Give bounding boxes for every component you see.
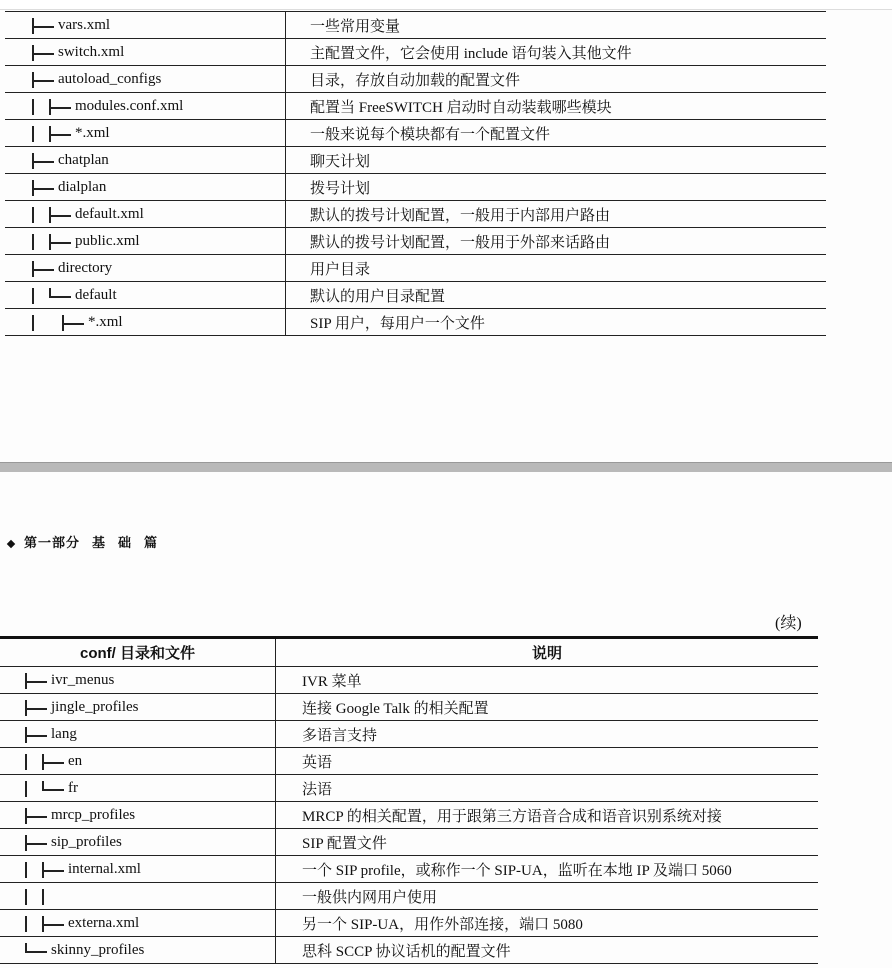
tree-connector	[5, 39, 285, 65]
table-row	[0, 721, 818, 748]
table-row	[0, 775, 818, 802]
file-name: lang	[51, 726, 77, 742]
description-cell: 默认的拨号计划配置，一般用于内部用户路由	[286, 201, 827, 228]
column-header-description: 说明	[276, 638, 819, 667]
table-row	[5, 282, 826, 309]
tree-branch-line	[32, 26, 54, 28]
tree-branch-line	[49, 242, 71, 244]
tree-guide-line	[32, 234, 34, 250]
description-cell: 主配置文件，它会使用 include 语句装入其他文件	[286, 39, 827, 66]
tree-guide-line	[32, 207, 34, 223]
file-name: public.xml	[75, 233, 140, 249]
table-row	[0, 937, 818, 964]
tree-connector	[5, 201, 285, 227]
tree-connector	[5, 66, 285, 92]
tree-connector	[0, 775, 275, 801]
file-cell	[0, 667, 276, 694]
tree-branch-line	[32, 80, 54, 82]
page-top-edge	[0, 0, 892, 10]
file-cell	[0, 748, 276, 775]
file-cell	[5, 39, 286, 66]
file-cell	[5, 201, 286, 228]
description-cell: 一个 SIP profile，或称作一个 SIP-UA，监听在本地 IP 及端口 5060	[276, 856, 819, 883]
file-cell	[0, 937, 276, 964]
description-cell: 聊天计划	[286, 147, 827, 174]
file-cell	[5, 228, 286, 255]
diamond-bullet-icon	[7, 539, 15, 547]
file-cell	[5, 120, 286, 147]
description-cell: 英语	[276, 748, 819, 775]
file-cell	[5, 255, 286, 282]
table-row	[0, 802, 818, 829]
tree-branch-line	[49, 107, 71, 109]
tree-connector	[5, 174, 285, 200]
table-row	[5, 174, 826, 201]
file-name: fr	[68, 780, 78, 796]
table-row	[5, 201, 826, 228]
tree-connector	[0, 748, 275, 774]
table-header-row	[0, 638, 818, 667]
table-row	[5, 255, 826, 282]
description-cell: 多语言支持	[276, 721, 819, 748]
file-name: sip_profiles	[51, 834, 122, 850]
file-name: jingle_profiles	[51, 699, 139, 715]
tree-branch-line	[32, 269, 54, 271]
tree-guide-line	[25, 916, 27, 932]
page-2	[0, 472, 892, 968]
file-cell	[5, 174, 286, 201]
tree-branch-line	[42, 870, 64, 872]
tree-branch-line	[32, 188, 54, 190]
file-name: switch.xml	[58, 44, 125, 60]
tree-guide-line	[32, 99, 34, 115]
description-cell: 一般来说每个模块都有一个配置文件	[286, 120, 827, 147]
description-cell: 拨号计划	[286, 174, 827, 201]
description-cell: SIP 用户，每用户一个文件	[286, 309, 827, 336]
tree-branch-line	[42, 889, 44, 905]
description-cell: 默认的用户目录配置	[286, 282, 827, 309]
table-row	[5, 147, 826, 174]
description-cell: 法语	[276, 775, 819, 802]
tree-branch-line	[42, 924, 64, 926]
table-row	[0, 829, 818, 856]
tree-branch-line	[25, 735, 47, 737]
tree-branch-line	[25, 816, 47, 818]
tree-branch-line	[49, 134, 71, 136]
description-cell: 另一个 SIP-UA，用作外部连接，端口 5080	[276, 910, 819, 937]
tree-branch-line	[62, 323, 84, 325]
table-row	[0, 883, 818, 910]
file-name: *.xml	[75, 125, 110, 141]
table-row	[0, 856, 818, 883]
tree-branch-line	[49, 215, 71, 217]
description-cell: 思科 SCCP 协议话机的配置文件	[276, 937, 819, 964]
table-row	[5, 309, 826, 336]
file-cell	[0, 883, 276, 910]
tree-guide-line	[32, 315, 34, 331]
tree-connector	[5, 147, 285, 173]
continued-label: (续)	[775, 615, 802, 632]
tree-branch-line	[25, 843, 47, 845]
tree-connector	[5, 12, 285, 38]
description-cell: IVR 菜单	[276, 667, 819, 694]
file-cell	[0, 775, 276, 802]
tree-connector	[0, 829, 275, 855]
tree-connector	[0, 694, 275, 720]
file-cell	[5, 309, 286, 336]
table-row	[5, 39, 826, 66]
tree-guide-line	[32, 126, 34, 142]
description-cell: 目录，存放自动加载的配置文件	[286, 66, 827, 93]
table-row	[5, 66, 826, 93]
file-name: vars.xml	[58, 17, 111, 33]
tree-connector	[5, 120, 285, 146]
file-name: modules.conf.xml	[75, 98, 184, 114]
description-cell: SIP 配置文件	[276, 829, 819, 856]
description-cell: 用户目录	[286, 255, 827, 282]
tree-connector	[0, 883, 275, 909]
description-cell: 一些常用变量	[286, 12, 827, 39]
tree-connector	[0, 937, 275, 963]
file-name: ivr_menus	[51, 672, 115, 688]
tree-connector	[5, 93, 285, 119]
tree-guide-line	[25, 889, 27, 905]
tree-connector	[5, 228, 285, 254]
tree-connector	[0, 721, 275, 747]
tree-connector	[5, 282, 285, 308]
tree-connector	[0, 910, 275, 936]
file-name: default	[75, 287, 117, 303]
file-name: default.xml	[75, 206, 144, 222]
tree-connector	[0, 667, 275, 693]
tree-guide-line	[25, 781, 27, 797]
table-row	[5, 120, 826, 147]
conf-directory-table-part-1	[5, 11, 826, 336]
tree-guide-line	[25, 862, 27, 878]
page-1	[0, 0, 892, 462]
tree-branch-line	[32, 53, 54, 55]
table-row	[0, 667, 818, 694]
file-cell	[5, 282, 286, 309]
file-name: internal.xml	[68, 861, 141, 877]
conf-directory-table-part-2	[0, 636, 818, 964]
tree-guide-line	[25, 754, 27, 770]
tree-branch-line	[32, 161, 54, 163]
tree-connector	[5, 255, 285, 281]
table-row	[0, 910, 818, 937]
column-header-files: conf/ 目录和文件	[0, 638, 276, 667]
table-row	[5, 228, 826, 255]
file-cell	[5, 93, 286, 120]
file-name: en	[68, 753, 83, 769]
file-name: skinny_profiles	[51, 942, 145, 958]
file-cell	[0, 829, 276, 856]
file-cell	[0, 721, 276, 748]
file-name: directory	[58, 260, 113, 276]
table-row	[0, 694, 818, 721]
tree-branch-line	[42, 762, 64, 764]
file-name: externa.xml	[68, 915, 140, 931]
running-header: 第一部分 基 础 篇	[8, 532, 170, 551]
table-row	[5, 93, 826, 120]
tree-connector	[0, 802, 275, 828]
tree-guide-line	[32, 288, 34, 304]
description-cell: 连接 Google Talk 的相关配置	[276, 694, 819, 721]
file-cell	[0, 802, 276, 829]
tree-branch-line	[25, 951, 47, 953]
file-name: mrcp_profiles	[51, 807, 136, 823]
tree-branch-line	[25, 708, 47, 710]
description-cell: 配置当 FreeSWITCH 启动时自动装载哪些模块	[286, 93, 827, 120]
tree-branch-line	[25, 681, 47, 683]
file-name: chatplan	[58, 152, 109, 168]
tree-branch-line	[49, 296, 71, 298]
table-row	[5, 12, 826, 39]
file-name: autoload_configs	[58, 71, 162, 87]
description-cell: 默认的拨号计划配置，一般用于外部来话路由	[286, 228, 827, 255]
file-cell	[5, 147, 286, 174]
file-name: *.xml	[88, 314, 123, 330]
file-cell	[5, 66, 286, 93]
file-cell	[0, 694, 276, 721]
description-cell: 一般供内网用户使用	[276, 883, 819, 910]
file-cell	[0, 856, 276, 883]
tree-connector	[0, 856, 275, 882]
tree-connector	[5, 309, 285, 335]
tree-branch-line	[42, 789, 64, 791]
file-cell	[0, 910, 276, 937]
file-name: dialplan	[58, 179, 107, 195]
description-cell: MRCP 的相关配置，用于跟第三方语音合成和语音识别系统对接	[276, 802, 819, 829]
file-cell	[5, 12, 286, 39]
table-row	[0, 748, 818, 775]
